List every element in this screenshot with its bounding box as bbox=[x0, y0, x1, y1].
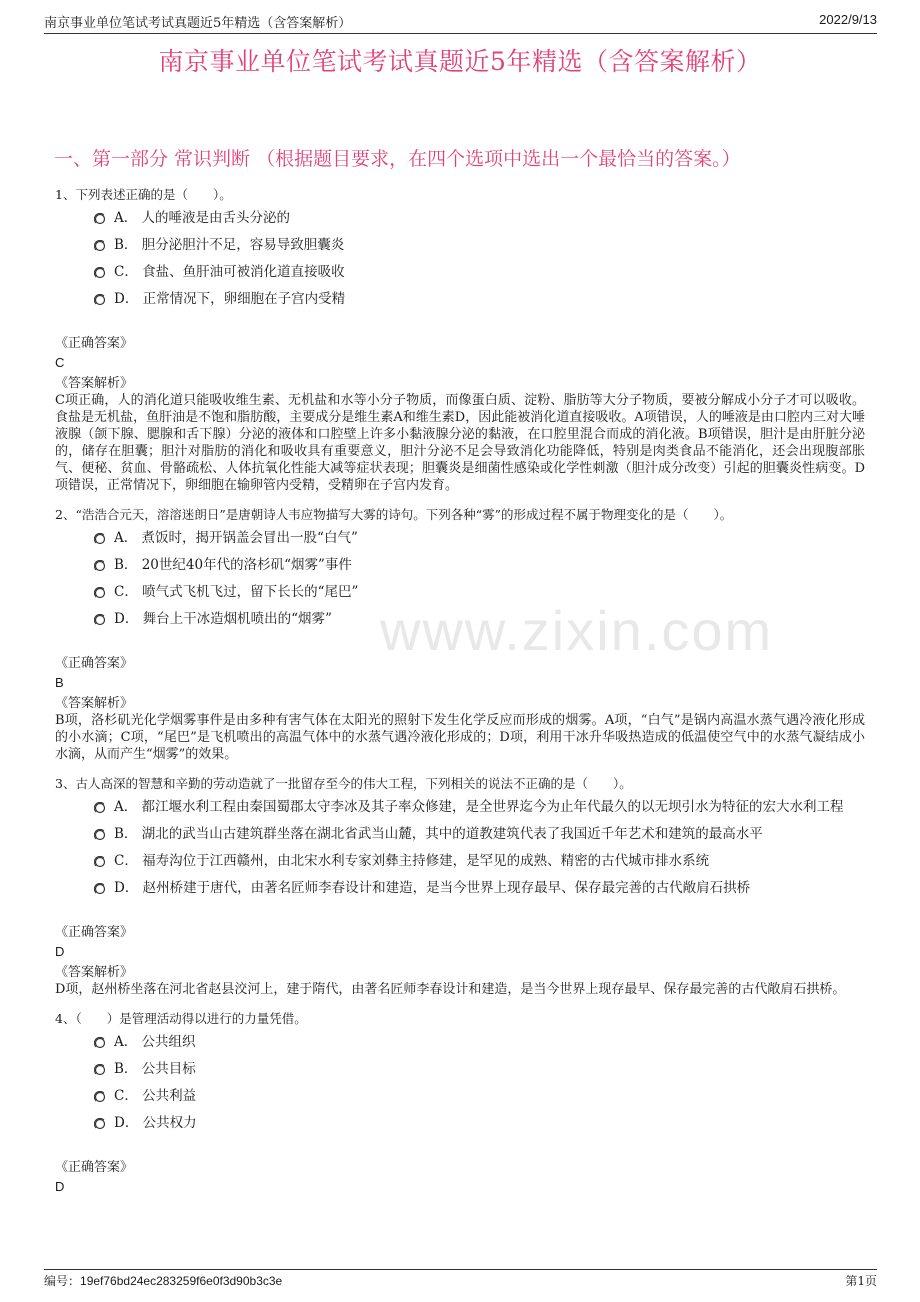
answer-letter: C bbox=[55, 355, 65, 370]
radio-icon[interactable] bbox=[92, 1058, 108, 1081]
option-text: 公共利益 bbox=[142, 1088, 197, 1104]
option-text: 公共权力 bbox=[142, 1115, 197, 1131]
radio-icon[interactable] bbox=[92, 877, 108, 900]
option-letter: C． bbox=[114, 584, 138, 600]
option-text: 公共目标 bbox=[141, 1061, 196, 1077]
option-letter: D． bbox=[114, 1115, 139, 1131]
page-title: 南京事业单位笔试考试真题近5年精选（含答案解析） bbox=[158, 47, 762, 76]
question-stem: 2、“浩浩合元天，溶溶迷朗日”是唐朝诗人韦应物描写大雾的诗句。下列各种“雾”的形成过程不属于物理变化的是（ ）。 bbox=[55, 507, 733, 522]
header-doc-title: 南京事业单位笔试考试真题近5年精选（含答案解析） bbox=[44, 16, 352, 31]
watermark-text: www.zixin.com bbox=[380, 599, 774, 662]
document-code bbox=[44, 1272, 282, 1289]
running-footer bbox=[44, 1269, 877, 1289]
radio-icon[interactable] bbox=[92, 581, 108, 604]
option-text: 舞台上干冰造烟机喷出的“烟雾” bbox=[142, 611, 332, 627]
answer-letter: D bbox=[55, 944, 65, 959]
option-b[interactable] bbox=[92, 823, 865, 846]
option-letter: D． bbox=[114, 880, 139, 896]
radio-icon[interactable] bbox=[92, 796, 108, 819]
question-4 bbox=[55, 1010, 865, 1195]
option-a[interactable] bbox=[92, 207, 865, 230]
option-c[interactable] bbox=[92, 850, 865, 873]
answer-label: 《正确答案》 bbox=[55, 336, 134, 351]
option-d[interactable] bbox=[92, 877, 865, 900]
radio-icon[interactable] bbox=[92, 261, 108, 284]
option-text: 正常情况下，卵细胞在子宫内受精 bbox=[142, 291, 346, 307]
option-text: 煮饭时，揭开锅盖会冒出一股“白气” bbox=[141, 530, 358, 546]
explanation-text: C项正确，人的消化道只能吸收维生素、无机盐和水等小分子物质，而像蛋白质、淀粉、脂肪等大分子物质，要被分解成小分子才可以吸收。食盐是无机盐，鱼肝油是不饱和脂肪酸，主要成分是维生素A和维生素D，因此能被消化道直接吸收。A项错误，人的唾液是由口腔内三对大唾液腺（颌下腺、腮腺和舌下腺）分泌的液体和口腔壁上许多小黏液腺分泌的黏液，在口腔里混合而成的消化液。B项错误，胆汁是由肝脏分泌的，储存在胆囊；胆汁对脂肪的消化和吸收具有重要意义，胆汁分泌不足会导致消化功能降低，特别是肉类食品不能消化，还会出现腹部胀气、便秘、贫血、骨骼疏松、人体抗氧化性能大减等症状表现；胆囊炎是细菌性感染或化学性刺激（胆汁成分改变）引起的胆囊炎性病变。D项错误，正常情况下，卵细胞在输卵管内受精，受精卵在子宫内发育。 bbox=[55, 393, 865, 493]
answer-letter: D bbox=[55, 1179, 65, 1194]
option-text: 20世纪40年代的洛杉矶“烟雾”事件 bbox=[141, 557, 352, 573]
explanation-label: 《答案解析》 bbox=[55, 696, 134, 711]
explanation-text: D项，赵州桥坐落在河北省赵县洨河上，建于隋代，由著名匠师李春设计和建造，是当今世界上现存最早、保存最完善的古代敞肩石拱桥。 bbox=[55, 982, 846, 997]
option-text: 喷气式飞机飞过，留下长长的“尾巴” bbox=[142, 584, 359, 600]
option-letter: A． bbox=[114, 799, 138, 815]
option-b[interactable] bbox=[92, 554, 865, 577]
option-letter: A． bbox=[114, 530, 138, 546]
question-2 bbox=[55, 506, 865, 763]
option-letter: C． bbox=[114, 264, 138, 280]
radio-icon[interactable] bbox=[92, 207, 108, 230]
option-a[interactable] bbox=[92, 796, 865, 819]
option-letter: B． bbox=[114, 826, 138, 842]
question-stem: 4、（ ）是管理活动得以进行的力量凭借。 bbox=[55, 1011, 307, 1026]
answer-block bbox=[55, 655, 865, 763]
option-b[interactable] bbox=[92, 234, 865, 257]
question-3 bbox=[55, 775, 865, 998]
option-letter: D． bbox=[114, 291, 139, 307]
answer-label: 《正确答案》 bbox=[55, 656, 134, 671]
option-text: 胆分泌胆汁不足，容易导致胆囊炎 bbox=[141, 237, 345, 253]
page-number: 第1页 bbox=[845, 1274, 877, 1288]
code-value: 19ef76bd24ec283259f6e0f3d90b3c3e bbox=[80, 1274, 283, 1288]
radio-icon[interactable] bbox=[92, 850, 108, 873]
answer-label: 《正确答案》 bbox=[55, 1160, 134, 1175]
section-heading: 一、第一部分 常识判断 （根据题目要求，在四个选项中选出一个最恰当的答案。） bbox=[54, 148, 741, 170]
explanation-label: 《答案解析》 bbox=[55, 376, 134, 391]
option-letter: B． bbox=[114, 1061, 138, 1077]
option-c[interactable] bbox=[92, 1085, 865, 1108]
option-letter: B． bbox=[114, 237, 138, 253]
option-c[interactable] bbox=[92, 581, 865, 604]
radio-icon[interactable] bbox=[92, 288, 108, 311]
option-b[interactable] bbox=[92, 1058, 865, 1081]
option-d[interactable] bbox=[92, 1112, 865, 1135]
option-text: 湖北的武当山古建筑群坐落在湖北省武当山麓，其中的道教建筑代表了我国近千年艺术和建筑的最高水平 bbox=[141, 826, 763, 842]
explanation-label: 《答案解析》 bbox=[55, 965, 134, 980]
radio-icon[interactable] bbox=[92, 554, 108, 577]
option-text: 食盐、鱼肝油可被消化道直接吸收 bbox=[142, 264, 345, 280]
radio-icon[interactable] bbox=[92, 234, 108, 257]
option-text: 都江堰水利工程由秦国蜀郡太守李冰及其子率众修建，是全世界迄今为止年代最久的以无坝引水为特征的宏大水利工程 bbox=[141, 799, 844, 815]
option-d[interactable] bbox=[92, 288, 865, 311]
option-letter: D． bbox=[114, 611, 139, 627]
option-text: 福寿沟位于江西赣州，由北宋水利专家刘彝主持修建，是罕见的成熟、精密的古代城市排水系统 bbox=[142, 853, 710, 869]
radio-icon[interactable] bbox=[92, 527, 108, 550]
radio-icon[interactable] bbox=[92, 1031, 108, 1054]
code-label: 编号： bbox=[44, 1274, 81, 1288]
explanation-text: B项，洛杉矶光化学烟雾事件是由多种有害气体在太阳光的照射下发生化学反应而形成的烟雾。A项，“白气”是锅内高温水蒸气遇冷液化形成的小水滴；C项，“尾巴”是飞机喷出的高温气体中的水蒸气遇冷液化形成的；D项，利用干冰升华吸热造成的低温使空气中的水蒸气凝结成小水滴，从而产生“烟雾”的效果。 bbox=[55, 713, 865, 762]
answer-block bbox=[55, 335, 865, 494]
running-header bbox=[44, 12, 877, 34]
option-letter: C． bbox=[114, 853, 138, 869]
option-text: 人的唾液是由舌头分泌的 bbox=[141, 210, 291, 226]
question-stem: 1、下列表述正确的是（ ）。 bbox=[55, 187, 232, 202]
radio-icon[interactable] bbox=[92, 608, 108, 631]
option-text: 公共组织 bbox=[141, 1034, 196, 1050]
header-date: 2022/9/13 bbox=[819, 12, 877, 27]
radio-icon[interactable] bbox=[92, 1112, 108, 1135]
option-letter: C． bbox=[114, 1088, 138, 1104]
radio-icon[interactable] bbox=[92, 1085, 108, 1108]
option-letter: B． bbox=[114, 557, 138, 573]
question-1 bbox=[55, 186, 865, 494]
option-d[interactable] bbox=[92, 608, 865, 631]
option-a[interactable] bbox=[92, 527, 865, 550]
answer-letter: B bbox=[55, 675, 64, 690]
option-a[interactable] bbox=[92, 1031, 865, 1054]
answer-block bbox=[55, 924, 865, 998]
radio-icon[interactable] bbox=[92, 823, 108, 846]
question-list bbox=[55, 186, 865, 1209]
answer-label: 《正确答案》 bbox=[55, 925, 134, 940]
option-c[interactable] bbox=[92, 261, 865, 284]
question-stem: 3、古人高深的智慧和辛勤的劳动造就了一批留存至今的伟大工程，下列相关的说法不正确的是（ ）。 bbox=[55, 776, 632, 791]
option-letter: A． bbox=[114, 1034, 138, 1050]
option-letter: A． bbox=[114, 210, 138, 226]
answer-block bbox=[55, 1159, 865, 1195]
option-text: 赵州桥建于唐代，由著名匠师李春设计和建造，是当今世界上现存最早、保存最完善的古代敞肩石拱桥 bbox=[142, 880, 751, 896]
